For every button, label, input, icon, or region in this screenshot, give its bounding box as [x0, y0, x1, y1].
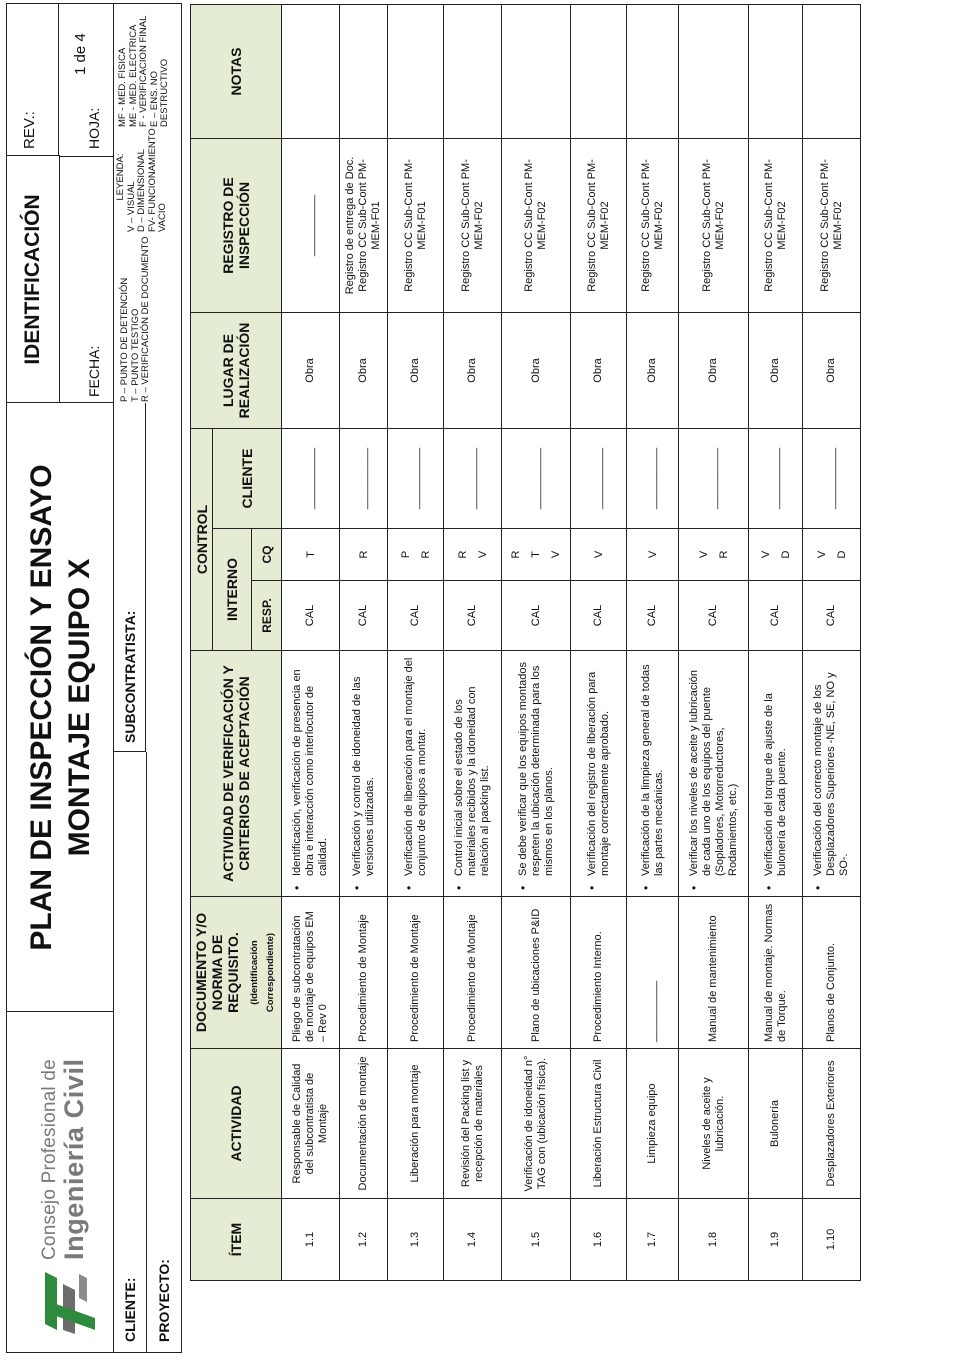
cell-cq [571, 529, 627, 581]
cell-registro: Registro CC Sub-Cont PM-MEM-F02 [627, 138, 679, 312]
cell-resp: CAL [749, 581, 803, 651]
cell-cliente: __________ [340, 428, 388, 528]
cliente-label: CLIENTE: [122, 1277, 138, 1342]
document-header [6, 3, 114, 1353]
header-documento-title: DOCUMENTO Y/O NORMA DE REQUISITO. [193, 912, 241, 1033]
cell-criterio [679, 651, 749, 897]
cell-actividad: Responsable de Calidad del subcontratista de Montaje [282, 1049, 340, 1199]
cell-registro: Registro de entrega de Doc. Registro CC Sub-Cont PM-MEM-F01 [340, 138, 388, 312]
header-cliente: CLIENTE [213, 428, 282, 528]
cq-code: V [759, 550, 772, 559]
criterio-text: • Verificar los niveles de aceite y lubricación de cada uno de los equipos del puente (Sopladores, Motorreductores, Rodamientos, etc.) [688, 657, 740, 890]
cell-lugar: Obra [749, 312, 803, 428]
cell-actividad: Niveles de aceite y lubricación. [679, 1049, 749, 1199]
hoja-label: HOJA: [86, 107, 102, 149]
cell-registro: Registro CC Sub-Cont PM-MEM-F02 [749, 138, 803, 312]
cq-code: V [815, 550, 828, 559]
cell-registro: Registro CC Sub-Cont PM-MEM-F02 [502, 138, 571, 312]
cell-resp: CAL [571, 581, 627, 651]
cell-notas [340, 4, 388, 138]
table-row [627, 4, 679, 1280]
header-resp: RESP. [252, 581, 282, 651]
header-control: CONTROL [191, 428, 213, 650]
cq-code: R [510, 550, 522, 559]
header-item: ÍTEM [191, 1199, 282, 1281]
subcontratista-field [114, 403, 146, 752]
identification-label: IDENTIFICACIÓN [7, 155, 60, 403]
cell-documento: Pliego de subcontratación de montaje de equipos EM – Rev 0 [282, 897, 340, 1049]
cq-code: V [646, 550, 659, 559]
cq-code: T [304, 551, 317, 558]
header-documento-sub: (Identificación Correspondiente) [249, 932, 276, 1013]
legend-item: ME - MED. ELECTRICA [127, 24, 139, 127]
cell-cq [388, 529, 444, 581]
header-cq: CQ [252, 529, 282, 581]
cell-notas [502, 4, 571, 138]
table-row [502, 4, 571, 1280]
legend-item: F - VERIFICACION FINAL [138, 15, 149, 127]
logo-line-1: Consejo Profesional de [39, 1059, 60, 1260]
table-row [444, 4, 502, 1280]
cell-cq [444, 529, 502, 581]
cq-code: V [592, 550, 605, 559]
legend-item: MF - MED. FISICA [117, 47, 128, 127]
cell-resp: CAL [282, 581, 340, 651]
cell-actividad: Limpieza equipo [627, 1049, 679, 1199]
cell-documento: Plano de ubicaciones P&ID [502, 897, 571, 1049]
cell-actividad: Liberación para montaje [388, 1049, 444, 1199]
cell-documento: __________ [627, 897, 679, 1049]
cell-registro: Registro CC Sub-Cont PM-MEM-F02 [679, 138, 749, 312]
cq-code: R [419, 550, 432, 559]
cq-code: D [779, 550, 792, 559]
cell-item: 1.7 [627, 1199, 679, 1281]
cell-registro: __________ [282, 138, 340, 312]
cell-resp: CAL [803, 581, 861, 651]
cq-code: R [456, 550, 469, 559]
cell-registro: Registro CC Sub-Cont PM-MEM-F02 [444, 138, 502, 312]
criterio-text: • Se debe verificar que los equipos montados respeten la ubicación determinada para los mismos en los planos. [517, 657, 556, 890]
cell-lugar: Obra [282, 312, 340, 428]
cell-actividad: Verificación de idoneidad n° TAG con (ubicación física). [502, 1049, 571, 1199]
cell-registro: Registro CC Sub-Cont PM-MEM-F02 [803, 138, 861, 312]
header-documento [191, 897, 282, 1049]
cell-resp: CAL [679, 581, 749, 651]
cell-actividad: Revisión del Packing list y recepción de materiales [444, 1049, 502, 1199]
cell-resp: CAL [340, 581, 388, 651]
cell-cq [803, 529, 861, 581]
cell-criterio [502, 651, 571, 897]
hoja-value: 1 de 4 [72, 33, 89, 75]
cell-criterio [444, 651, 502, 897]
cell-cq [749, 529, 803, 581]
logo-area [7, 1011, 113, 1352]
cell-cliente: __________ [502, 428, 571, 528]
cell-registro: Registro CC Sub-Cont PM-MEM-F02 [571, 138, 627, 312]
cell-item: 1.9 [749, 1199, 803, 1281]
cell-criterio [571, 651, 627, 897]
cq-code: V [550, 550, 562, 559]
cell-cliente: __________ [388, 428, 444, 528]
cq-code: V [476, 550, 489, 559]
legend-item: FV- FUNCIONAMIENTO VACIO [146, 128, 168, 232]
cell-lugar: Obra [679, 312, 749, 428]
proyecto-label: PROYECTO: [156, 1259, 172, 1342]
cell-item: 1.4 [444, 1199, 502, 1281]
logo-line-2: Ingeniería Civil [59, 1058, 89, 1260]
cell-notas [388, 4, 444, 138]
cell-lugar: Obra [627, 312, 679, 428]
project-info [114, 3, 182, 1353]
cell-documento: Manual de mantenimiento [679, 897, 749, 1049]
legend-title: LEYENDA: [115, 153, 126, 201]
cell-resp: CAL [627, 581, 679, 651]
rev-label: REV.: [7, 4, 59, 155]
cell-cq [679, 529, 749, 581]
cell-lugar: Obra [502, 312, 571, 428]
cell-documento: Procedimiento de Montaje [444, 897, 502, 1049]
cell-notas [444, 4, 502, 138]
criterio-text: • Verificación del correcto montaje de los Desplazadores Superiores -NE, SE, NO y SO-. [812, 657, 851, 890]
criterio-text: • Verificación de liberación para el montaje del conjunto de equipos a montar. [403, 657, 429, 890]
criterio-text: • Control inicial sobre el estado de los materiales recibidos y la idoneidad con relación al packing list. [453, 657, 492, 890]
cell-lugar: Obra [571, 312, 627, 428]
cq-code: R [357, 550, 370, 559]
cell-item: 1.6 [571, 1199, 627, 1281]
cell-documento: Procedimiento de Montaje [388, 897, 444, 1049]
title-line-2: MONTAJE EQUIPO X [63, 558, 96, 857]
cell-criterio [340, 651, 388, 897]
cell-actividad: Documentación de montaje [340, 1049, 388, 1199]
cell-item: 1.2 [340, 1199, 388, 1281]
cell-criterio [282, 651, 340, 897]
legend-item: T – PUNTO TESTIGO [129, 308, 141, 402]
cell-documento: Procedimiento Interno. [571, 897, 627, 1049]
cell-cq [627, 529, 679, 581]
subcontratista-label: SUBCONTRATISTA: [122, 610, 138, 743]
cell-documento: Planos de Conjunto. [803, 897, 861, 1049]
cell-cliente: __________ [571, 428, 627, 528]
header-interno: INTERNO [213, 529, 252, 651]
cell-cq [340, 529, 388, 581]
criterio-text: • Identificación, verificación de presencia en obra e interacción como interlocutor de calidad. [291, 657, 330, 890]
cq-code: R [717, 550, 730, 559]
criterio-text: • Verificación de la limpieza general de todas las partes mecánicas. [640, 657, 666, 890]
cell-cliente: __________ [679, 428, 749, 528]
cell-resp: CAL [502, 581, 571, 651]
cell-documento: Procedimiento de Montaje [340, 897, 388, 1049]
inspection-table [190, 4, 861, 1281]
cell-cq [502, 529, 571, 581]
cq-code: T [530, 551, 542, 558]
cell-actividad: Bulonería [749, 1049, 803, 1199]
cell-item: 1.3 [388, 1199, 444, 1281]
cell-cliente: __________ [282, 428, 340, 528]
cell-notas [282, 4, 340, 138]
cell-lugar: Obra [388, 312, 444, 428]
header-actividad: ACTIVIDAD [191, 1049, 282, 1199]
table-body [282, 4, 861, 1280]
cq-code: P [399, 550, 412, 559]
cell-notas [679, 4, 749, 138]
document-title [7, 402, 113, 1012]
cell-lugar: Obra [444, 312, 502, 428]
cell-notas [627, 4, 679, 138]
table-row [571, 4, 627, 1280]
legend-item: E – ENS. NO DESTRUCTIVO [148, 58, 170, 127]
cell-actividad: Liberación Estructura Civil [571, 1049, 627, 1199]
cell-registro: Registro CC Sub-Cont PM-MEM-F01 [388, 138, 444, 312]
header-notas: NOTAS [191, 4, 282, 138]
cell-cliente: __________ [627, 428, 679, 528]
legend-points [120, 232, 152, 402]
table-row [749, 4, 803, 1280]
table-row [803, 4, 861, 1280]
identification-box [7, 4, 113, 403]
cq-code: V [697, 550, 710, 559]
header-lugar: LUGAR DE REALIZACIÓN [191, 312, 282, 428]
cpic-logo-icon [33, 1266, 95, 1334]
legend-item: R – VERIFICACIÓN DE DOCUMENTO [140, 236, 151, 402]
table-row [282, 4, 340, 1280]
cell-item: 1.10 [803, 1199, 861, 1281]
cell-criterio [388, 651, 444, 897]
criterio-text: • Verificación y control de idoneidad de las versiones utilizadas. [351, 657, 377, 890]
legend-item: V – VISUAL [125, 181, 137, 232]
fecha-label: FECHA: [60, 156, 113, 403]
cell-lugar: Obra [340, 312, 388, 428]
cell-resp: CAL [444, 581, 502, 651]
title-line-1: PLAN DE INSPECCIÓN Y ENSAYO [25, 464, 58, 951]
cell-cq [282, 529, 340, 581]
cell-item: 1.1 [282, 1199, 340, 1281]
cell-cliente: __________ [444, 428, 502, 528]
cell-cliente: __________ [749, 428, 803, 528]
criterio-text: • Verificación del torque de ajuste de la bulonería de cada puente. [763, 657, 789, 890]
cell-notas [749, 4, 803, 138]
cell-criterio [803, 651, 861, 897]
legend-types [116, 122, 169, 232]
cell-documento: Manual de montaje. Normas de Torque. [749, 897, 803, 1049]
cliente-field [114, 752, 147, 1352]
cell-notas [571, 4, 627, 138]
cell-actividad: Desplazadores Exteriores [803, 1049, 861, 1199]
cell-resp: CAL [388, 581, 444, 651]
cell-criterio [627, 651, 679, 897]
table-row [388, 4, 444, 1280]
header-verificacion: ACTIVIDAD DE VERIFICACIÓN Y CRITERIOS DE ACEPTACIÓN [191, 651, 282, 897]
table-row [679, 4, 749, 1280]
legend-item: D – DIMENSIONAL [136, 149, 147, 232]
cell-lugar: Obra [803, 312, 861, 428]
cell-notas [803, 4, 861, 138]
header-registro: REGISTRO DE INSPECCIÓN [191, 138, 282, 312]
cell-cliente: __________ [803, 428, 861, 528]
legend-meds [118, 2, 171, 127]
legend-item: P – PUNTO DE DETENCIÓN [119, 277, 130, 402]
table-row [340, 4, 388, 1280]
criterio-text: • Verificación del registro de liberación para montaje correctamente aprobado. [586, 657, 612, 890]
cell-criterio [749, 651, 803, 897]
cq-code: D [835, 550, 848, 559]
cell-item: 1.8 [679, 1199, 749, 1281]
cell-item: 1.5 [502, 1199, 571, 1281]
proyecto-field [146, 403, 180, 1352]
